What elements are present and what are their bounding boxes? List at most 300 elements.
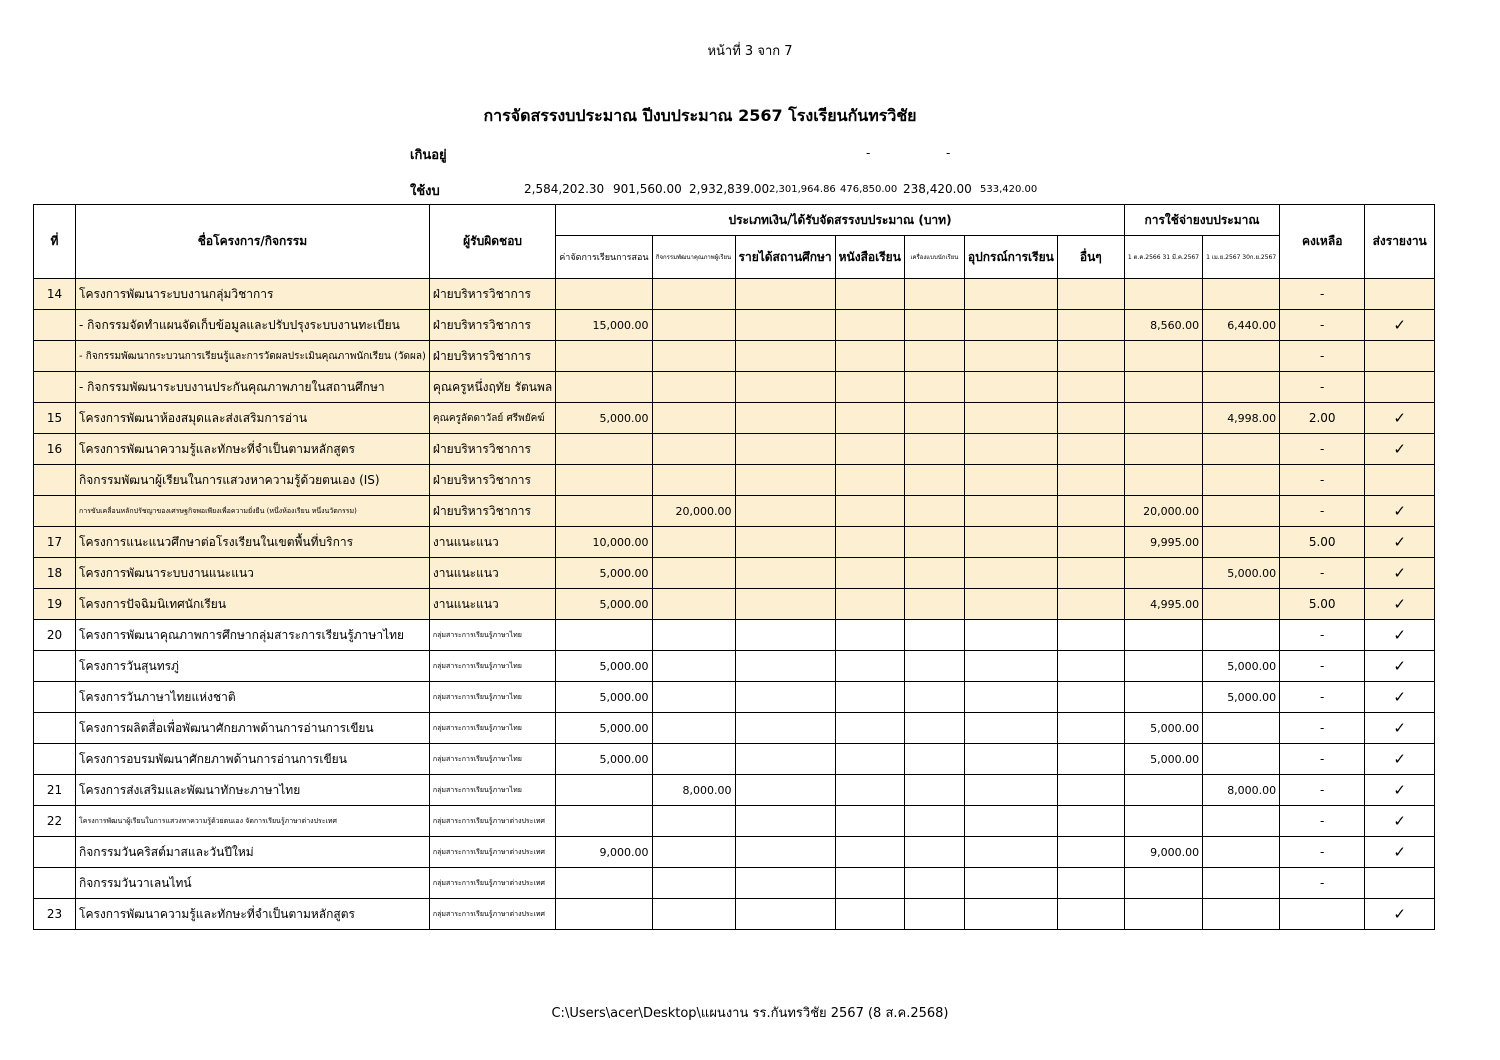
project-name: การขับเคลื่อนหลักปรัชญาของเศรษฐกิจพอเพียงเพื่อความยั่งยืน (หนึ่งห้องเรียน หนึ่งนวัตกรรม) (76, 496, 430, 527)
usage-cell (1203, 837, 1280, 868)
budget-cell: 15,000.00 (556, 310, 652, 341)
budget-cell (652, 682, 735, 713)
row-number (34, 310, 76, 341)
report-check: ✓ (1365, 620, 1435, 651)
table-row (34, 806, 1435, 837)
budget-cell (835, 744, 904, 775)
budget-cell (964, 589, 1057, 620)
project-name: โครงการแนะแนวศึกษาต่อโรงเรียนในเขตพื้นที่บริการ (76, 527, 430, 558)
responsible: กลุ่มสาระการเรียนรู้ภาษาต่างประเทศ (429, 868, 555, 899)
table-row (34, 310, 1435, 341)
remaining-cell: - (1280, 682, 1365, 713)
responsible: ฝ่ายบริหารวิชาการ (429, 279, 555, 310)
budget-cell (964, 527, 1057, 558)
report-check (1365, 279, 1435, 310)
usage-cell (1203, 496, 1280, 527)
table-row (34, 434, 1435, 465)
budget-cell (835, 403, 904, 434)
usage-cell: 9,995.00 (1124, 527, 1202, 558)
project-name: โครงการปัจฉิมนิเทศนักเรียน (76, 589, 430, 620)
budget-cell: 20,000.00 (652, 496, 735, 527)
remaining-cell: - (1280, 279, 1365, 310)
budget-cell (1057, 682, 1124, 713)
budget-cell (1057, 744, 1124, 775)
budget-cell (904, 868, 964, 899)
project-name: กิจกรรมวันวาเลนไทน์ (76, 868, 430, 899)
report-check (1365, 465, 1435, 496)
budget-cell (735, 341, 835, 372)
report-check (1365, 341, 1435, 372)
budget-cell (904, 341, 964, 372)
budget-cell (1057, 496, 1124, 527)
usage-cell (1203, 744, 1280, 775)
table-row (34, 341, 1435, 372)
usage-cell (1203, 589, 1280, 620)
project-name: โครงการส่งเสริมและพัฒนาทักษะภาษาไทย (76, 775, 430, 806)
report-check: ✓ (1365, 434, 1435, 465)
budget-cell (964, 372, 1057, 403)
budget-cell (964, 341, 1057, 372)
budget-cell (964, 496, 1057, 527)
header-budget-group: ประเภทเงิน/ได้รับจัดสรรงบประมาณ (บาท) (556, 205, 1125, 236)
usage-cell: 4,998.00 (1203, 403, 1280, 434)
table-row (34, 527, 1435, 558)
usage-cell (1124, 620, 1202, 651)
budget-cell (652, 527, 735, 558)
budget-cell (835, 713, 904, 744)
remaining-cell: - (1280, 868, 1365, 899)
used-budget-value: 476,850.00 (840, 184, 898, 195)
table-row (34, 651, 1435, 682)
budget-cell (652, 837, 735, 868)
budget-cell (964, 403, 1057, 434)
page-number: หน้าที่ 3 จาก 7 (707, 44, 793, 59)
budget-cell (652, 279, 735, 310)
remaining-cell: 2.00 (1280, 403, 1365, 434)
budget-cell (835, 651, 904, 682)
budget-cell (735, 837, 835, 868)
budget-cell (556, 806, 652, 837)
row-number (34, 341, 76, 372)
budget-cell (735, 372, 835, 403)
budget-cell (652, 341, 735, 372)
usage-cell (1203, 372, 1280, 403)
usage-cell: 8,560.00 (1124, 310, 1202, 341)
row-number: 18 (34, 558, 76, 589)
usage-cell: 5,000.00 (1203, 651, 1280, 682)
table-row (34, 775, 1435, 806)
budget-cell (835, 527, 904, 558)
budget-cell (964, 806, 1057, 837)
budget-cell (904, 434, 964, 465)
budget-cell (964, 434, 1057, 465)
remaining-cell: - (1280, 496, 1365, 527)
header-budget-col: อุปกรณ์การเรียน (964, 236, 1057, 279)
budget-cell (556, 372, 652, 403)
budget-cell (1057, 651, 1124, 682)
remaining-cell (1280, 899, 1365, 930)
remaining-cell: - (1280, 465, 1365, 496)
usage-cell (1124, 651, 1202, 682)
budget-cell: 8,000.00 (652, 775, 735, 806)
table-body (34, 279, 1435, 930)
row-number (34, 465, 76, 496)
budget-cell (1057, 775, 1124, 806)
project-name: โครงการพัฒนาห้องสมุดและส่งเสริมการอ่าน (76, 403, 430, 434)
usage-cell (1203, 527, 1280, 558)
responsible: กลุ่มสาระการเรียนรู้ภาษาไทย (429, 713, 555, 744)
header-usage-col: 1 เม.ย.2567 30ก.ย.2567 (1203, 236, 1280, 279)
usage-cell (1124, 465, 1202, 496)
responsible: ฝ่ายบริหารวิชาการ (429, 310, 555, 341)
budget-cell (1057, 620, 1124, 651)
budget-cell (835, 589, 904, 620)
remaining-cell: - (1280, 558, 1365, 589)
budget-cell (904, 682, 964, 713)
budget-cell (556, 775, 652, 806)
remaining-cell: - (1280, 713, 1365, 744)
budget-cell (904, 558, 964, 589)
report-check: ✓ (1365, 806, 1435, 837)
row-number: 17 (34, 527, 76, 558)
table-row (34, 465, 1435, 496)
usage-cell: 5,000.00 (1203, 682, 1280, 713)
budget-cell (1057, 899, 1124, 930)
responsible: คุณครูลัดดาวัลย์ ศรีพยัคฆ์ (429, 403, 555, 434)
budget-cell (964, 310, 1057, 341)
report-check (1365, 372, 1435, 403)
budget-cell (1057, 589, 1124, 620)
responsible: งานแนะแนว (429, 558, 555, 589)
table-row (34, 744, 1435, 775)
table-row (34, 279, 1435, 310)
budget-cell (735, 527, 835, 558)
document-title: การจัดสรรงบประมาณ ปีงบประมาณ 2567 โรงเรียนกันทรวิชัย (483, 106, 917, 125)
table-row (34, 682, 1435, 713)
responsible: ฝ่ายบริหารวิชาการ (429, 465, 555, 496)
budget-cell (652, 310, 735, 341)
project-name: โครงการพัฒนาความรู้และทักษะที่จำเป็นตามหลักสูตร (76, 434, 430, 465)
project-name: โครงการวันสุนทรภู่ (76, 651, 430, 682)
budget-cell (964, 775, 1057, 806)
responsible: กลุ่มสาระการเรียนรู้ภาษาต่างประเทศ (429, 899, 555, 930)
row-number (34, 868, 76, 899)
budget-cell: 5,000.00 (556, 403, 652, 434)
budget-cell (735, 775, 835, 806)
budget-cell (556, 868, 652, 899)
remaining-cell: - (1280, 372, 1365, 403)
budget-cell (556, 341, 652, 372)
remaining-cell: - (1280, 651, 1365, 682)
budget-cell (652, 558, 735, 589)
header-name: ชื่อโครงการ/กิจกรรม (76, 205, 430, 279)
budget-cell (652, 713, 735, 744)
usage-cell: 9,000.00 (1124, 837, 1202, 868)
header-no: ที่ (34, 205, 76, 279)
usage-cell: 8,000.00 (1203, 775, 1280, 806)
report-check: ✓ (1365, 744, 1435, 775)
project-name: - กิจกรรมพัฒนากระบวนการเรียนรู้และการวัดผลประเมินคุณภาพนักเรียน (วัดผล) (76, 341, 430, 372)
row-number (34, 682, 76, 713)
report-check: ✓ (1365, 837, 1435, 868)
report-check: ✓ (1365, 775, 1435, 806)
budget-cell (835, 558, 904, 589)
project-name: โครงการพัฒนาระบบงานแนะแนว (76, 558, 430, 589)
budget-cell (1057, 372, 1124, 403)
report-check: ✓ (1365, 310, 1435, 341)
header-budget-col: เครื่องแบบนักเรียน (904, 236, 964, 279)
report-check (1365, 868, 1435, 899)
responsible: งานแนะแนว (429, 589, 555, 620)
budget-cell (1057, 837, 1124, 868)
row-number: 16 (34, 434, 76, 465)
report-check: ✓ (1365, 682, 1435, 713)
budget-cell (735, 899, 835, 930)
usage-cell: 4,995.00 (1124, 589, 1202, 620)
budget-cell (735, 744, 835, 775)
budget-cell (735, 496, 835, 527)
remaining-cell: 5.00 (1280, 527, 1365, 558)
project-name: โครงการพัฒนาผู้เรียนในการแสวงหาความรู้ด้วยตนเอง จัดการเรียนรู้ภาษาต่างประเทศ (76, 806, 430, 837)
budget-cell (904, 651, 964, 682)
table-row (34, 558, 1435, 589)
used-budget-value: 533,420.00 (980, 184, 1038, 195)
report-check: ✓ (1365, 527, 1435, 558)
budget-cell (835, 868, 904, 899)
project-name: กิจกรรมวันคริสต์มาสและวันปีใหม่ (76, 837, 430, 868)
budget-cell (964, 465, 1057, 496)
budget-cell: 5,000.00 (556, 589, 652, 620)
usage-cell (1203, 620, 1280, 651)
row-number: 21 (34, 775, 76, 806)
budget-cell (556, 434, 652, 465)
header-budget-col: กิจกรรมพัฒนาคุณภาพผู้เรียน (652, 236, 735, 279)
budget-cell: 5,000.00 (556, 558, 652, 589)
header-usage-group: การใช้จ่ายงบประมาณ (1124, 205, 1279, 236)
budget-cell (1057, 279, 1124, 310)
budget-cell (735, 465, 835, 496)
usage-cell: 5,000.00 (1124, 744, 1202, 775)
usage-cell (1124, 372, 1202, 403)
usage-cell (1203, 279, 1280, 310)
budget-cell (652, 806, 735, 837)
budget-cell (904, 589, 964, 620)
usage-cell (1124, 899, 1202, 930)
report-check: ✓ (1365, 403, 1435, 434)
responsible: กลุ่มสาระการเรียนรู้ภาษาต่างประเทศ (429, 837, 555, 868)
row-number (34, 372, 76, 403)
budget-cell (1057, 465, 1124, 496)
header-budget-col: หนังสือเรียน (835, 236, 904, 279)
budget-cell (556, 899, 652, 930)
budget-cell (1057, 868, 1124, 899)
budget-cell (1057, 806, 1124, 837)
table-row (34, 620, 1435, 651)
over-budget-value: - (866, 146, 871, 160)
usage-cell (1203, 341, 1280, 372)
budget-cell: 5,000.00 (556, 713, 652, 744)
budget-cell (735, 558, 835, 589)
budget-cell (835, 899, 904, 930)
budget-cell (835, 372, 904, 403)
budget-cell (904, 372, 964, 403)
budget-cell (904, 775, 964, 806)
row-number: 23 (34, 899, 76, 930)
project-name: โครงการพัฒนาคุณภาพการศึกษากลุ่มสาระการเรียนรู้ภาษาไทย (76, 620, 430, 651)
budget-cell (904, 806, 964, 837)
usage-cell: 5,000.00 (1124, 713, 1202, 744)
budget-cell (652, 620, 735, 651)
budget-cell (1057, 527, 1124, 558)
budget-cell (904, 527, 964, 558)
budget-cell (735, 279, 835, 310)
budget-cell (964, 651, 1057, 682)
budget-cell (904, 837, 964, 868)
usage-cell (1203, 806, 1280, 837)
budget-cell (964, 899, 1057, 930)
responsible: ฝ่ายบริหารวิชาการ (429, 496, 555, 527)
budget-cell (904, 620, 964, 651)
header-budget-col: รายได้สถานศึกษา (735, 236, 835, 279)
budget-cell (835, 806, 904, 837)
project-name: โครงการอบรมพัฒนาศักยภาพด้านการอ่านการเขียน (76, 744, 430, 775)
usage-cell (1124, 775, 1202, 806)
responsible: ฝ่ายบริหารวิชาการ (429, 341, 555, 372)
budget-cell (652, 465, 735, 496)
responsible: คุณครูหนึ่งฤทัย รัตนพล (429, 372, 555, 403)
budget-cell: 5,000.00 (556, 682, 652, 713)
budget-cell (1057, 434, 1124, 465)
row-number: 20 (34, 620, 76, 651)
remaining-cell: - (1280, 341, 1365, 372)
budget-cell (652, 403, 735, 434)
header-usage-col: 1 ต.ค.2566 31 มี.ค.2567 (1124, 236, 1202, 279)
usage-cell: 6,440.00 (1203, 310, 1280, 341)
usage-cell (1203, 713, 1280, 744)
responsible: กลุ่มสาระการเรียนรู้ภาษาไทย (429, 744, 555, 775)
budget-cell (835, 434, 904, 465)
budget-cell (835, 310, 904, 341)
responsible: กลุ่มสาระการเรียนรู้ภาษาต่างประเทศ (429, 806, 555, 837)
used-budget-value: 2,932,839.00 (689, 182, 770, 196)
budget-cell (652, 868, 735, 899)
budget-cell (1057, 713, 1124, 744)
used-budget-value: 2,301,964.86 (769, 184, 836, 195)
table-row (34, 713, 1435, 744)
project-name: - กิจกรรมจัดทำแผนจัดเก็บข้อมูลและปรับปรุงระบบงานทะเบียน (76, 310, 430, 341)
responsible: กลุ่มสาระการเรียนรู้ภาษาไทย (429, 775, 555, 806)
project-name: โครงการพัฒนาความรู้และทักษะที่จำเป็นตามหลักสูตร (76, 899, 430, 930)
budget-cell (735, 868, 835, 899)
header-remaining: คงเหลือ (1280, 205, 1365, 279)
table-row (34, 403, 1435, 434)
budget-cell (735, 806, 835, 837)
budget-cell (735, 434, 835, 465)
report-check: ✓ (1365, 713, 1435, 744)
row-number (34, 713, 76, 744)
budget-cell (904, 744, 964, 775)
budget-cell (964, 837, 1057, 868)
budget-cell (735, 310, 835, 341)
budget-cell (652, 651, 735, 682)
row-number (34, 496, 76, 527)
budget-cell (1057, 558, 1124, 589)
remaining-cell: - (1280, 744, 1365, 775)
usage-cell: 5,000.00 (1203, 558, 1280, 589)
table-row (34, 496, 1435, 527)
usage-cell (1124, 558, 1202, 589)
budget-cell (652, 589, 735, 620)
used-budget-label: ใช้งบ (410, 184, 440, 199)
budget-cell: 9,000.00 (556, 837, 652, 868)
table-row (34, 837, 1435, 868)
row-number: 19 (34, 589, 76, 620)
header-responsible: ผู้รับผิดชอบ (429, 205, 555, 279)
budget-cell (1057, 403, 1124, 434)
budget-cell (652, 899, 735, 930)
remaining-cell: - (1280, 775, 1365, 806)
remaining-cell: - (1280, 837, 1365, 868)
remaining-cell: - (1280, 620, 1365, 651)
project-name: กิจกรรมพัฒนาผู้เรียนในการแสวงหาความรู้ด้วยตนเอง (IS) (76, 465, 430, 496)
budget-cell (556, 465, 652, 496)
budget-cell (835, 496, 904, 527)
usage-cell (1124, 403, 1202, 434)
report-check: ✓ (1365, 899, 1435, 930)
remaining-cell: - (1280, 434, 1365, 465)
usage-cell (1203, 434, 1280, 465)
budget-cell (735, 651, 835, 682)
budget-cell (964, 620, 1057, 651)
budget-cell (964, 682, 1057, 713)
budget-cell (904, 279, 964, 310)
budget-table (33, 204, 1435, 930)
budget-cell (904, 403, 964, 434)
responsible: กลุ่มสาระการเรียนรู้ภาษาไทย (429, 651, 555, 682)
used-budget-value: 901,560.00 (613, 182, 682, 196)
header-budget-col: ค่าจัดการเรียนการสอน (556, 236, 652, 279)
budget-cell (556, 496, 652, 527)
table-row (34, 372, 1435, 403)
row-number (34, 744, 76, 775)
header-budget-col: อื่นๆ (1057, 236, 1124, 279)
row-number: 22 (34, 806, 76, 837)
budget-cell (556, 620, 652, 651)
budget-cell (735, 713, 835, 744)
budget-cell (735, 403, 835, 434)
remaining-cell: 5.00 (1280, 589, 1365, 620)
report-check: ✓ (1365, 651, 1435, 682)
budget-cell (652, 434, 735, 465)
report-check: ✓ (1365, 589, 1435, 620)
budget-cell (835, 341, 904, 372)
budget-cell (904, 496, 964, 527)
usage-cell (1124, 868, 1202, 899)
used-budget-value: 2,584,202.30 (524, 182, 605, 196)
report-check: ✓ (1365, 558, 1435, 589)
budget-cell: 10,000.00 (556, 527, 652, 558)
budget-cell (1057, 341, 1124, 372)
row-number (34, 651, 76, 682)
project-name: โครงการพัฒนาระบบงานกลุ่มวิชาการ (76, 279, 430, 310)
responsible: กลุ่มสาระการเรียนรู้ภาษาไทย (429, 620, 555, 651)
budget-cell (904, 899, 964, 930)
usage-cell (1124, 341, 1202, 372)
budget-cell (735, 589, 835, 620)
responsible: ฝ่ายบริหารวิชาการ (429, 434, 555, 465)
usage-cell (1124, 682, 1202, 713)
usage-cell (1124, 434, 1202, 465)
